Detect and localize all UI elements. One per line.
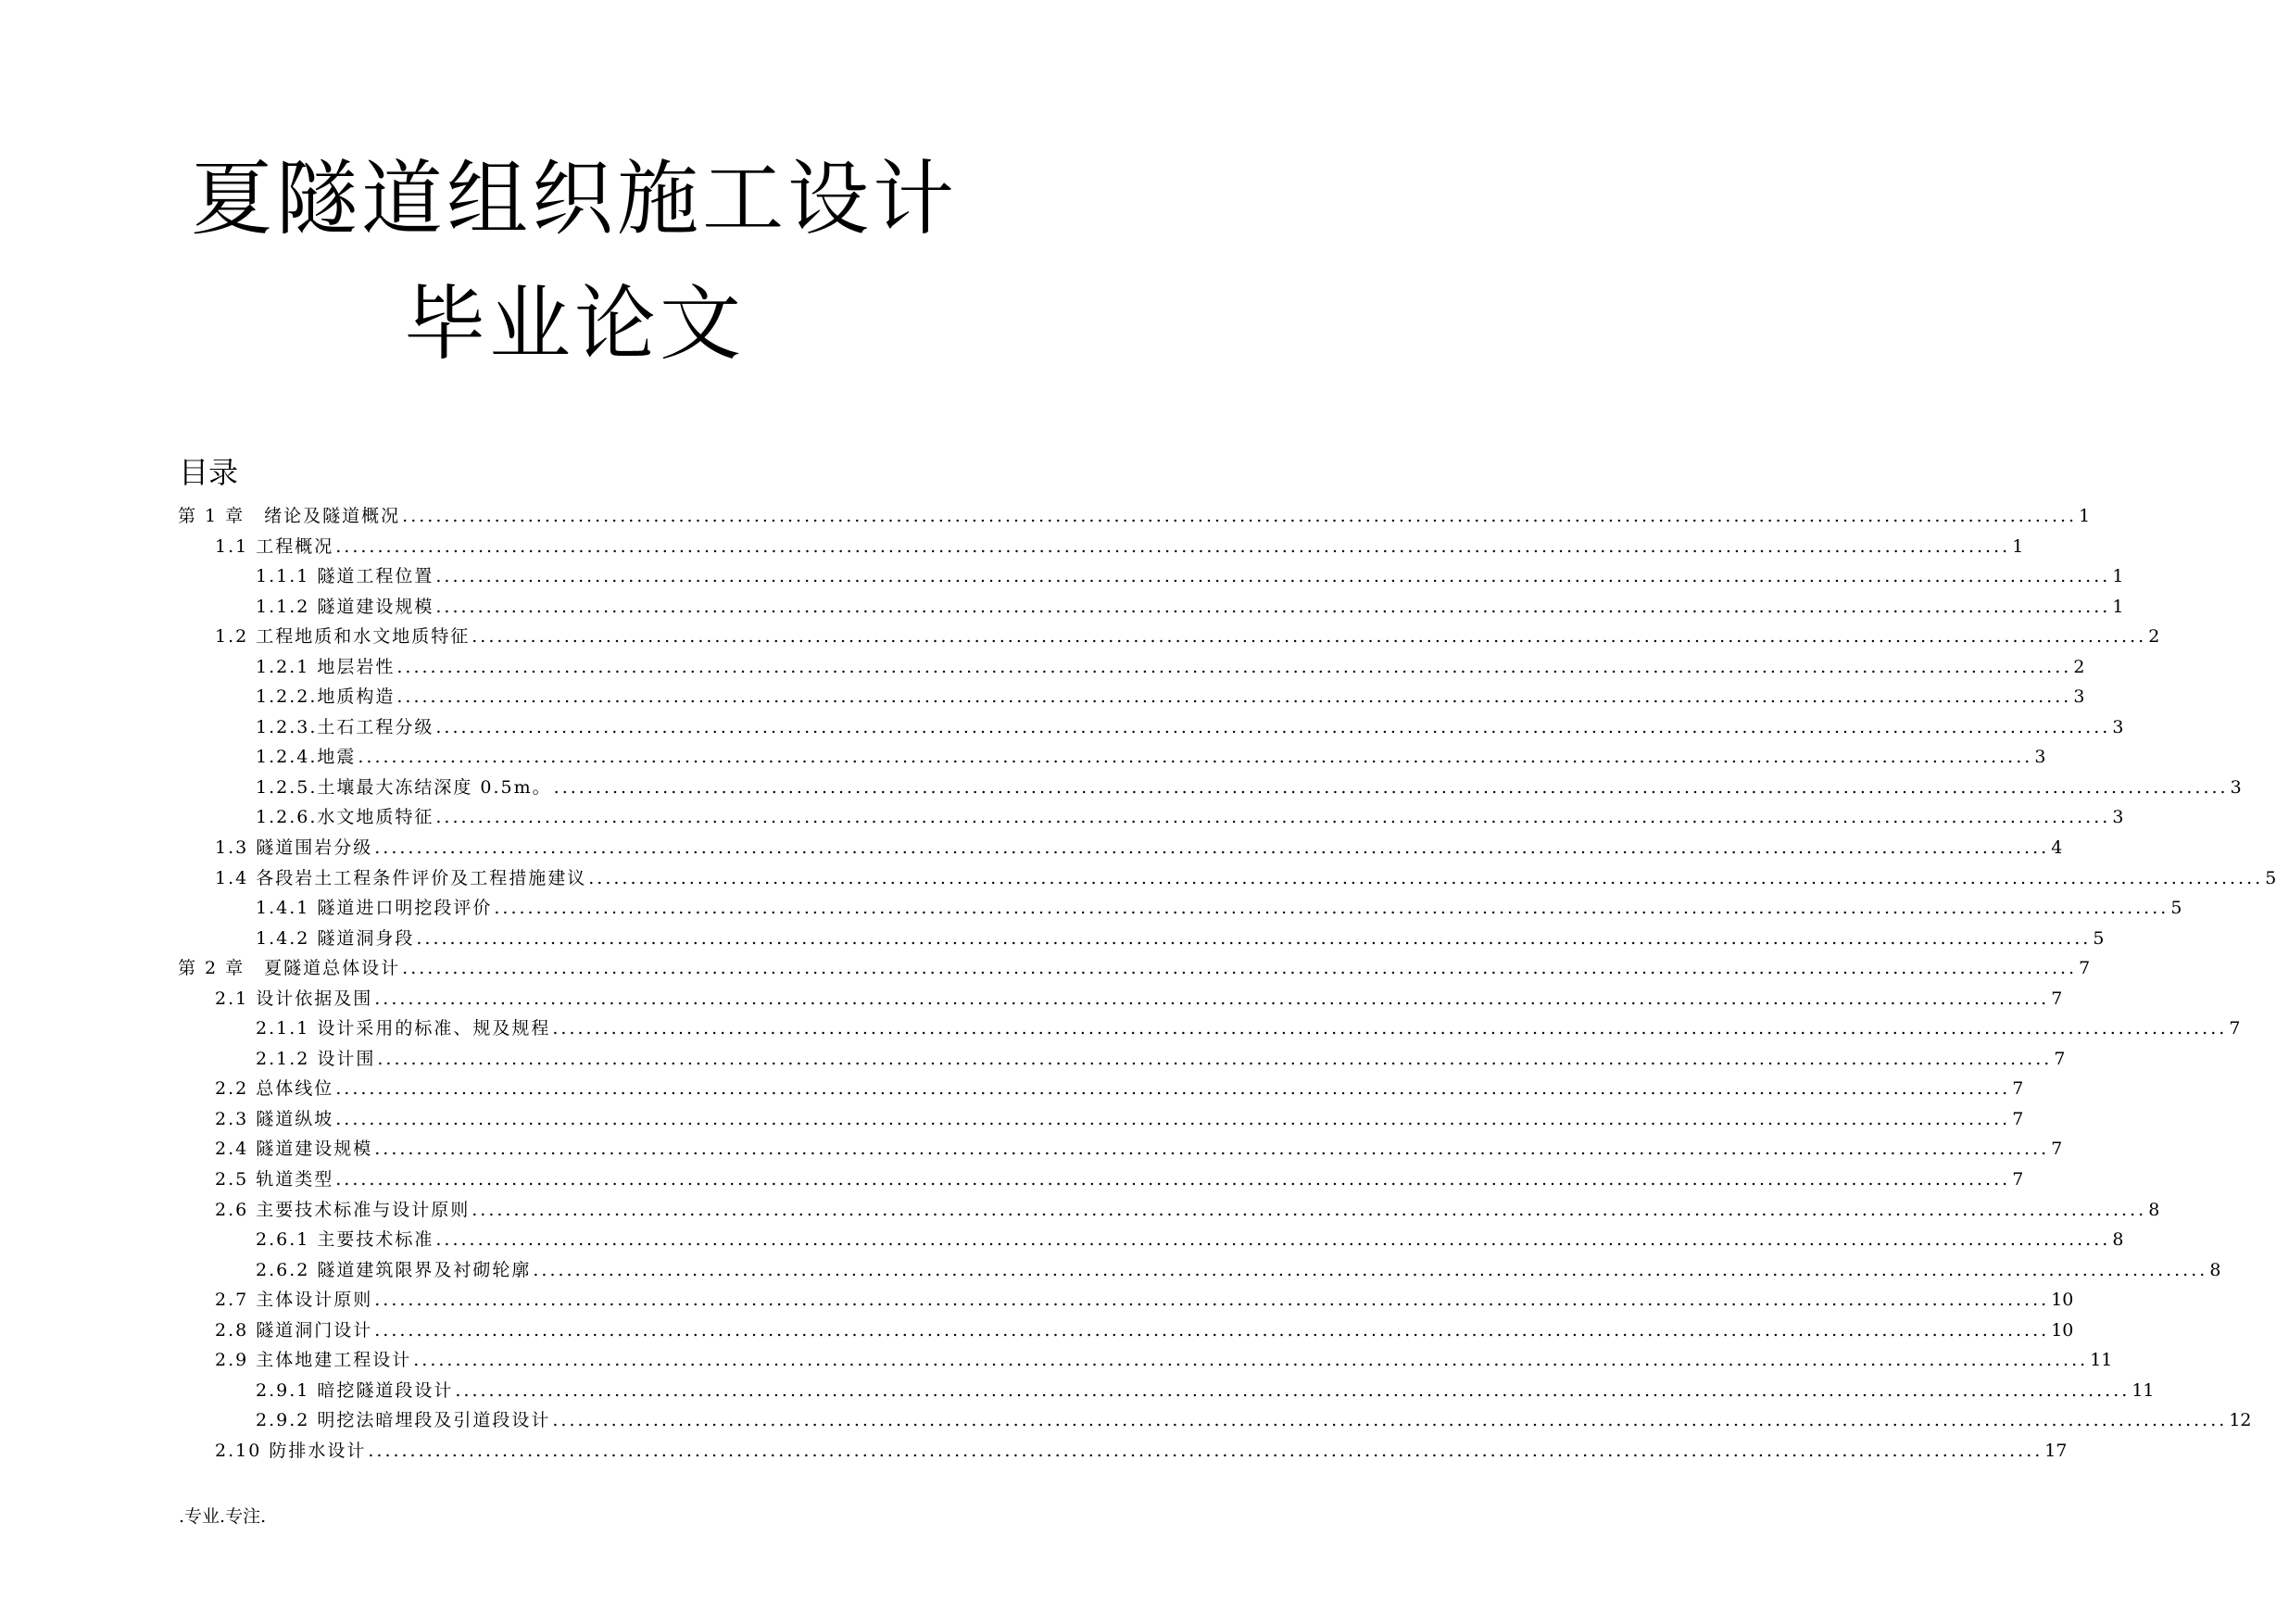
toc-entry-page-number: 3 xyxy=(2112,716,2124,737)
toc-entry[interactable] xyxy=(178,1256,2221,1287)
toc-leader-dots: ........................................................................................................................................................................................................ xyxy=(413,1350,2089,1371)
toc-entry[interactable] xyxy=(178,894,2182,925)
toc-leader-dots: ........................................................................................................................................................................................................ xyxy=(377,1048,2053,1069)
toc-entry-label: 1.2.3.土石工程分级 xyxy=(256,716,434,737)
toc-entry-label: 1.3 隧道围岩分级 xyxy=(215,837,373,859)
toc-entry[interactable] xyxy=(178,1286,2074,1316)
toc-entry[interactable] xyxy=(178,562,2124,593)
toc-entry-label: 2.7 主体设计原则 xyxy=(215,1290,373,1311)
toc-entry-page-number: 3 xyxy=(2073,686,2085,708)
toc-entry-page-number: 3 xyxy=(2034,747,2046,768)
toc-entry-page-number: 2 xyxy=(2073,656,2085,677)
toc-entry[interactable] xyxy=(178,533,2024,563)
toc-leader-dots: ........................................................................................................................................................................................................ xyxy=(358,747,2033,768)
toc-entry[interactable] xyxy=(178,1406,2252,1437)
toc-entry[interactable] xyxy=(178,713,2124,744)
toc-entry-page-number: 1 xyxy=(2112,566,2124,587)
toc-entry[interactable] xyxy=(178,1105,2024,1136)
toc-entry[interactable] xyxy=(178,1135,2063,1165)
toc-entry-label: 2.8 隧道洞门设计 xyxy=(215,1319,373,1341)
toc-entry-page-number: 10 xyxy=(2051,1319,2074,1341)
toc-entry[interactable] xyxy=(178,954,2091,985)
toc-entry-page-number: 7 xyxy=(2012,1169,2024,1190)
toc-entry[interactable] xyxy=(178,1437,2068,1467)
toc-entry-label: 第 2 章 夏隧道总体设计 xyxy=(178,958,401,979)
toc-entry-page-number: 17 xyxy=(2044,1440,2068,1461)
toc-entry-page-number: 3 xyxy=(2230,776,2242,798)
toc-leader-dots: ........................................................................................................................................................................................................ xyxy=(335,1078,2011,1100)
toc-entry-page-number: 10 xyxy=(2051,1290,2074,1311)
toc-leader-dots: ........................................................................................................................................................................................................ xyxy=(374,1139,2050,1160)
toc-entry-page-number: 7 xyxy=(2054,1048,2066,1069)
toc-entry-page-number: 7 xyxy=(2051,988,2063,1009)
toc-entry-label: 1.1.2 隧道建设规模 xyxy=(256,596,434,617)
toc-entry-label: 2.5 轨道类型 xyxy=(215,1169,334,1190)
toc-leader-dots: ........................................................................................................................................................................................................ xyxy=(435,807,2111,828)
toc-leader-dots: ........................................................................................................................................................................................................ xyxy=(435,566,2111,587)
toc-entry-label: 1.1 工程概况 xyxy=(215,535,334,557)
toc-entry-page-number: 8 xyxy=(2112,1229,2124,1251)
toc-leader-dots: ........................................................................................................................................................................................................ xyxy=(435,716,2111,737)
toc-entry[interactable] xyxy=(178,1226,2124,1256)
toc-leader-dots: ........................................................................................................................................................................................................ xyxy=(552,1410,2228,1431)
toc-leader-dots: ........................................................................................................................................................................................................ xyxy=(374,1319,2050,1341)
toc-entry-label: 1.2.6.水文地质特征 xyxy=(256,807,434,828)
toc-entry-label: 1.4.1 隧道进口明挖段评价 xyxy=(256,898,493,919)
toc-leader-dots: ........................................................................................................................................................................................................ xyxy=(494,898,2169,919)
toc-entry-page-number: 11 xyxy=(2090,1350,2113,1371)
toc-entry-label: 1.4.2 隧道洞身段 xyxy=(256,927,415,949)
toc-leader-dots: ........................................................................................................................................................................................................ xyxy=(374,1290,2050,1311)
toc-entry-page-number: 1 xyxy=(2112,596,2124,617)
toc-entry-label: 2.6.2 隧道建筑限界及衬砌轮廓 xyxy=(256,1259,532,1280)
toc-entry-label: 2.3 隧道纵坡 xyxy=(215,1108,334,1129)
toc-entry-page-number: 5 xyxy=(2265,867,2276,888)
toc-leader-dots: ........................................................................................................................................................................................................ xyxy=(335,535,2011,557)
toc-leader-dots: ........................................................................................................................................................................................................ xyxy=(396,656,2072,677)
toc-entry-label: 2.6.1 主要技术标准 xyxy=(256,1229,434,1251)
toc-entry-label: 1.4 各段岩土工程条件评价及工程措施建议 xyxy=(215,867,587,888)
toc-entry-label: 2.9 主体地建工程设计 xyxy=(215,1350,412,1371)
toc-entry-label: 1.2.5.土壤最大冻结深度 0.5m。 xyxy=(256,776,552,798)
toc-entry-page-number: 3 xyxy=(2112,807,2124,828)
toc-entry-page-number: 12 xyxy=(2229,1410,2252,1431)
toc-leader-dots: ........................................................................................................................................................................................................ xyxy=(416,927,2092,949)
toc-leader-dots: ........................................................................................................................................................................................................ xyxy=(374,988,2050,1009)
toc-entry-page-number: 7 xyxy=(2229,1018,2241,1039)
toc-entry[interactable] xyxy=(178,1346,2113,1377)
toc-leader-dots: ........................................................................................................................................................................................................ xyxy=(435,1229,2111,1251)
toc-entry-page-number: 7 xyxy=(2012,1108,2024,1129)
toc-leader-dots: ........................................................................................................................................................................................................ xyxy=(402,958,2078,979)
toc-entry[interactable] xyxy=(178,1014,2241,1045)
toc-entry-page-number: 1 xyxy=(2079,506,2091,526)
toc-entry[interactable] xyxy=(178,774,2242,804)
toc-entry-page-number: 2 xyxy=(2148,626,2160,648)
toc-entry[interactable] xyxy=(178,1196,2160,1227)
toc-entry[interactable] xyxy=(178,1075,2024,1105)
toc-entry-label: 1.2 工程地质和水文地质特征 xyxy=(215,626,471,648)
toc-entry-label: 1.1.1 隧道工程位置 xyxy=(256,566,434,587)
toc-entry[interactable] xyxy=(178,1165,2024,1196)
toc-entry[interactable] xyxy=(178,925,2105,955)
toc-entry-label: 1.2.2.地质构造 xyxy=(256,686,396,708)
toc-entry-label: 1.2.1 地层岩性 xyxy=(256,656,396,677)
toc-entry-page-number: 7 xyxy=(2051,1139,2063,1160)
toc-entry-page-number: 5 xyxy=(2170,898,2182,919)
toc-leader-dots: ........................................................................................................................................................................................................ xyxy=(455,1379,2131,1401)
toc-leader-dots: ........................................................................................................................................................................................................ xyxy=(402,506,2078,526)
toc-entry[interactable] xyxy=(178,864,2276,895)
toc-entry[interactable] xyxy=(178,803,2124,834)
toc-leader-dots: ........................................................................................................................................................................................................ xyxy=(435,596,2111,617)
toc-entry-label: 2.2 总体线位 xyxy=(215,1078,334,1100)
toc-entry[interactable] xyxy=(178,683,2085,713)
toc-entry-page-number: 5 xyxy=(2093,927,2105,949)
toc-entry-label: 第 1 章 绪论及隧道概况 xyxy=(178,506,401,526)
toc-entry-label: 2.10 防排水设计 xyxy=(215,1440,367,1461)
toc-entry-page-number: 7 xyxy=(2079,958,2091,979)
toc-entry-page-number: 7 xyxy=(2012,1078,2024,1100)
document-title-line-1: 夏隧道组织施工设计 xyxy=(190,151,958,246)
toc-entry[interactable] xyxy=(178,1377,2155,1407)
toc-entry[interactable] xyxy=(178,1045,2066,1076)
toc-entry[interactable] xyxy=(178,653,2085,684)
toc-entry-page-number: 1 xyxy=(2012,535,2024,557)
toc-leader-dots: ........................................................................................................................................................................................................ xyxy=(472,1199,2147,1220)
toc-entry[interactable] xyxy=(178,985,2063,1015)
table-of-contents xyxy=(178,502,2276,1467)
toc-entry-label: 2.1 设计依据及围 xyxy=(215,988,373,1009)
toc-leader-dots: ........................................................................................................................................................................................................ xyxy=(374,837,2050,859)
toc-entry-page-number: 11 xyxy=(2131,1379,2155,1401)
toc-entry-page-number: 8 xyxy=(2148,1199,2160,1220)
document-title-line-2: 毕业论文 xyxy=(403,276,745,371)
toc-leader-dots: ........................................................................................................................................................................................................ xyxy=(396,686,2072,708)
toc-leader-dots: ........................................................................................................................................................................................................ xyxy=(335,1169,2011,1190)
toc-leader-dots: ........................................................................................................................................................................................................ xyxy=(368,1440,2043,1461)
toc-entry[interactable] xyxy=(178,623,2160,653)
toc-entry[interactable] xyxy=(178,1316,2074,1347)
toc-entry[interactable] xyxy=(178,502,2091,533)
toc-entry-label: 2.9.1 暗挖隧道段设计 xyxy=(256,1379,454,1401)
toc-entry-label: 2.6 主要技术标准与设计原则 xyxy=(215,1199,471,1220)
toc-leader-dots: ........................................................................................................................................................................................................ xyxy=(552,1018,2228,1039)
toc-leader-dots: ........................................................................................................................................................................................................ xyxy=(553,776,2229,798)
toc-entry-label: 2.1.2 设计围 xyxy=(256,1048,376,1069)
toc-entry[interactable] xyxy=(178,743,2046,774)
toc-leader-dots: ........................................................................................................................................................................................................ xyxy=(533,1259,2208,1280)
toc-entry-label: 2.4 隧道建设规模 xyxy=(215,1139,373,1160)
toc-entry-label: 1.2.4.地震 xyxy=(256,747,357,768)
toc-heading: 目录 xyxy=(179,455,239,490)
toc-entry[interactable] xyxy=(178,593,2124,623)
page-footer: .专业.专注. xyxy=(179,1506,267,1527)
toc-leader-dots: ........................................................................................................................................................................................................ xyxy=(335,1108,2011,1129)
toc-leader-dots: ........................................................................................................................................................................................................ xyxy=(472,626,2147,648)
toc-entry-label: 2.1.1 设计采用的标准、规及规程 xyxy=(256,1018,551,1039)
toc-leader-dots: ........................................................................................................................................................................................................ xyxy=(588,867,2264,888)
toc-entry-label: 2.9.2 明挖法暗埋段及引道段设计 xyxy=(256,1410,551,1431)
toc-entry-page-number: 4 xyxy=(2051,837,2063,859)
toc-entry[interactable] xyxy=(178,834,2063,864)
toc-entry-page-number: 8 xyxy=(2209,1259,2221,1280)
